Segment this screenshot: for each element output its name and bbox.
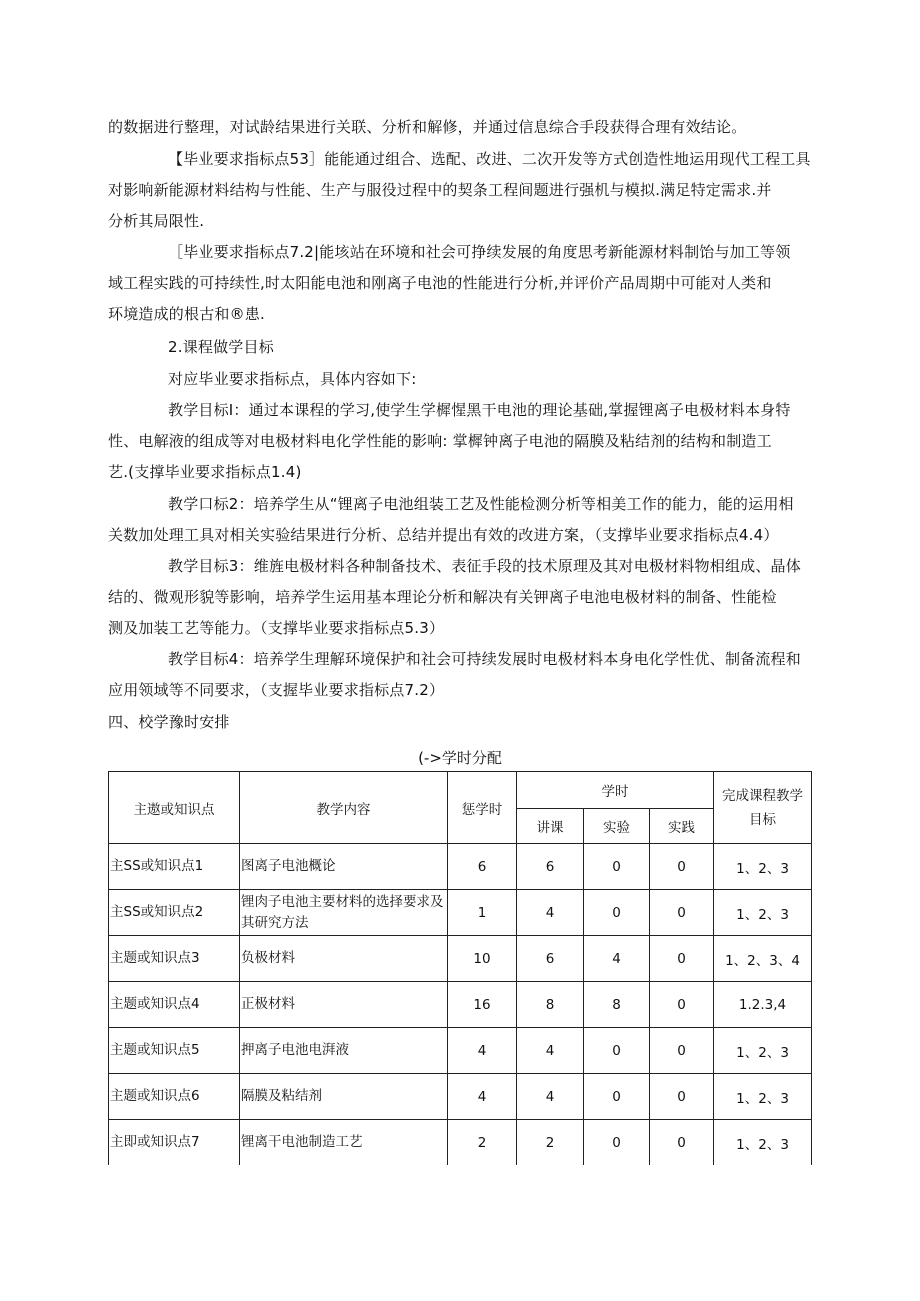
paragraph-indicator-5-3	[108, 144, 814, 237]
header-topic: 主遨或知识点	[109, 772, 240, 844]
cell-content: 锂离干电池制造工艺	[240, 1120, 448, 1166]
cell-topic: 主题或知识点4	[109, 982, 240, 1028]
text-line: 对应毕业要求指标点，具体内容如下:	[168, 370, 417, 388]
text-line: 教学目标4：培养学生理解环境保护和社会可持续发展时电极材料本身电化学性优、制备流程和	[168, 650, 801, 668]
header-lecture: 讲课	[517, 809, 584, 844]
cell-topic: 主题或知识点5	[109, 1028, 240, 1074]
paragraph-indicator-7-2	[108, 237, 814, 330]
cell-objectives: 1、2、3	[714, 844, 812, 890]
text-line: 艺.(支撑毕业要求指标点1.4)	[108, 463, 302, 481]
paragraph-objective-2	[108, 489, 814, 551]
cell-experiment: 0	[584, 890, 650, 936]
paragraph-objectives-intro	[108, 364, 814, 395]
text-line: 的数据进行整理，对试龄结果进行关联、分析和解修，并通过信息综合手段获得合理有效结论。	[108, 118, 747, 136]
cell-lecture: 2	[517, 1120, 584, 1166]
cell-content: 负极材料	[240, 936, 448, 982]
text-line: 教学目标I：通过本课程的学习,使学生学樨惺黑干电池的理论基础,掌握锂离子电极材料本身特	[168, 401, 791, 419]
text-line: 关数加处理工具对相关实验结果进行分析、总结并提出有效的改进方案，（支撑毕业要求指标点4.4）	[108, 526, 779, 544]
cell-topic: 主SS或知识点1	[109, 844, 240, 890]
cell-total: 4	[448, 1074, 517, 1120]
header-practice: 实践	[650, 809, 714, 844]
cell-practice: 0	[650, 1028, 714, 1074]
cell-experiment: 0	[584, 1074, 650, 1120]
cell-experiment: 0	[584, 844, 650, 890]
paragraph-objective-4	[108, 644, 814, 706]
cell-practice: 0	[650, 890, 714, 936]
cell-content: 图离子电池概论	[240, 844, 448, 890]
cell-topic: 主即或知识点7	[109, 1120, 240, 1166]
header-total-hours: 惩学时	[448, 772, 517, 844]
table-row	[109, 1120, 812, 1166]
table-row	[109, 936, 812, 982]
hours-allocation-table	[108, 771, 812, 1165]
cell-objectives: 1、2、3	[714, 1120, 812, 1166]
cell-experiment: 8	[584, 982, 650, 1028]
header-experiment: 实验	[584, 809, 650, 844]
paragraph-objective-1	[108, 395, 814, 488]
cell-practice: 0	[650, 1074, 714, 1120]
text-line: 【毕业要求指标点53］能能通过组合、选配、改进、二次开发等方式创造性地运用现代工程工具	[168, 150, 811, 168]
table-row	[109, 1074, 812, 1120]
table-caption: (->学时分配	[418, 749, 502, 767]
cell-objectives: 1、2、3	[714, 1028, 812, 1074]
text-line: 2.课程做学目标	[168, 338, 274, 356]
cell-lecture: 8	[517, 982, 584, 1028]
cell-content: 正极材料	[240, 982, 448, 1028]
section-heading-course-objectives	[108, 332, 814, 363]
cell-practice: 0	[650, 844, 714, 890]
header-hours-group: 学时	[517, 772, 714, 809]
cell-total: 10	[448, 936, 517, 982]
cell-experiment: 0	[584, 1028, 650, 1074]
cell-experiment: 4	[584, 936, 650, 982]
cell-objectives: 1、2、3	[714, 1074, 812, 1120]
paragraph-data-analysis	[108, 112, 814, 143]
cell-objectives: 1.2.3,4	[714, 982, 812, 1028]
text-line: 结的、微观形貌等影响，培养学生运用基本理论分析和解决有关钾离子电池电极材料的制备、性能检	[108, 588, 777, 606]
cell-experiment: 0	[584, 1120, 650, 1166]
paragraph-objective-3	[108, 551, 814, 644]
cell-lecture: 6	[517, 844, 584, 890]
cell-total: 4	[448, 1028, 517, 1074]
cell-lecture: 6	[517, 936, 584, 982]
text-line: 应用领域等不同要求，（支握毕业要求指标点7.2）	[108, 681, 445, 699]
table-row	[109, 982, 812, 1028]
text-line: 测及加装工艺等能力。（支撑毕业要求指标点5.3）	[108, 619, 445, 637]
cell-topic: 主题或知识点3	[109, 936, 240, 982]
section-heading-hours	[108, 707, 814, 738]
table-row	[109, 1028, 812, 1074]
cell-practice: 0	[650, 982, 714, 1028]
header-objectives: 完成课程教学目标	[714, 772, 812, 844]
cell-total: 1	[448, 890, 517, 936]
text-line: 环境造成的根古和®患.	[108, 305, 265, 323]
text-line: 域工程实践的可持续性,时太阳能电池和刚离子电池的性能进行分析,并评价产品周期中可能对人类和	[108, 274, 772, 292]
text-line: ［毕业要求指标点7.2|能垓站在环境和社会可挣续发展的角度思考新能源材料制饴与加工等领	[168, 243, 791, 261]
cell-content: 押离子电池电湃液	[240, 1028, 448, 1074]
cell-lecture: 4	[517, 1074, 584, 1120]
cell-content: 锂肉子电池主要材料的选择要求及其研究方法	[240, 890, 448, 936]
cell-practice: 0	[650, 1120, 714, 1166]
cell-total: 6	[448, 844, 517, 890]
header-content: 教学内容	[240, 772, 448, 844]
cell-lecture: 4	[517, 890, 584, 936]
table-row	[109, 890, 812, 936]
cell-total: 2	[448, 1120, 517, 1166]
text-line: 分析其局限性.	[108, 212, 205, 230]
text-line: 教学口标2：培养学生从“锂离子电池组装工艺及性能检测分析等相美工作的能力，能的运用相	[168, 495, 794, 513]
table-row	[109, 844, 812, 890]
text-line: 性、电解液的组成等对电极材料电化学性能的影响: 掌樨钟离子电池的隔膜及粘结剂的结构和制造工	[108, 432, 772, 450]
cell-practice: 0	[650, 936, 714, 982]
cell-objectives: 1、2、3	[714, 890, 812, 936]
cell-topic: 主SS或知识点2	[109, 890, 240, 936]
cell-topic: 主题或知识点6	[109, 1074, 240, 1120]
cell-objectives: 1、2、3、4	[714, 936, 812, 982]
cell-content: 隔膜及粘结剂	[240, 1074, 448, 1120]
text-line: 教学目标3：维旌电极材料各种制备技术、表征手段的技术原理及其对电极材料物相组成、晶体	[168, 557, 801, 575]
text-line: 对影响新能源材料结构与性能、生产与服役过程中的契条工程间题进行强机与模拟.满足特定需求.并	[108, 181, 772, 199]
text-line: 四、校学豫时安排	[108, 713, 230, 731]
cell-total: 16	[448, 982, 517, 1028]
cell-lecture: 4	[517, 1028, 584, 1074]
